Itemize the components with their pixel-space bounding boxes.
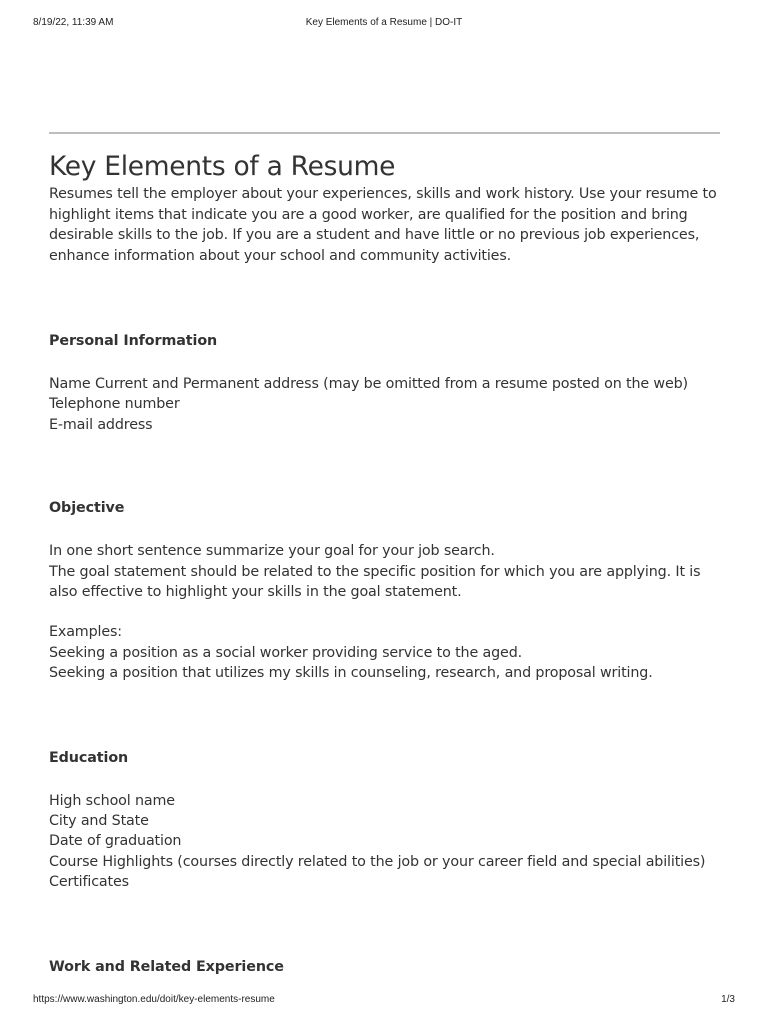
- print-page-title: Key Elements of a Resume | DO-IT: [305, 17, 463, 28]
- personal-info-line: E-mail address: [49, 416, 153, 433]
- section-heading-personal-information: Personal Information: [49, 333, 218, 349]
- education-line: Course Highlights (courses directly related to the job or your career field and special abilities): [49, 853, 706, 870]
- section-heading-education: Education: [49, 749, 129, 766]
- example-line: Seeking a position as a social worker providing service to the aged.: [49, 644, 523, 661]
- education-line: High school name: [49, 792, 175, 809]
- objective-line: In one short sentence summarize your goal for your job search.: [49, 543, 495, 560]
- article-content: [49, 150, 729, 977]
- objective-line: The goal statement should be related to the specific position for which you are applying. It is also effective to highlight your skills in the goal statement.: [49, 563, 701, 601]
- print-datetime: 8/19/22, 11:39 AM: [33, 17, 114, 28]
- page-url-link[interactable]: https://www.washington.edu/doit/key-elements-resume: [33, 994, 275, 1005]
- education-line: City and State: [49, 813, 149, 830]
- examples-label: Examples:: [49, 624, 122, 641]
- education-line: Certificates: [49, 874, 129, 891]
- horizontal-divider: [49, 132, 720, 134]
- personal-info-line: Telephone number: [49, 396, 180, 413]
- example-line: Seeking a position that utilizes my skills in counseling, research, and proposal writing.: [49, 665, 653, 682]
- section-heading-objective: Objective: [49, 500, 125, 517]
- education-line: Date of graduation: [49, 833, 182, 850]
- personal-info-line: Name Current and Permanent address (may be omitted from a resume posted on the web): [49, 376, 688, 392]
- page-title: Key Elements of a Resume: [49, 151, 396, 182]
- print-footer: [33, 994, 735, 1008]
- section-heading-work-experience: Work and Related Experience: [49, 958, 284, 975]
- page-number: 1/3: [721, 994, 735, 1005]
- intro-paragraph: Resumes tell the employer about your experiences, skills and work history. Use your resume to highlight items that indicate you are a good worker, are qualified for the position and bring desirable skills to the job. If you are a student and have little or no previous job experiences, enhance information about your school and community activities.: [49, 186, 717, 264]
- print-header: [33, 17, 735, 31]
